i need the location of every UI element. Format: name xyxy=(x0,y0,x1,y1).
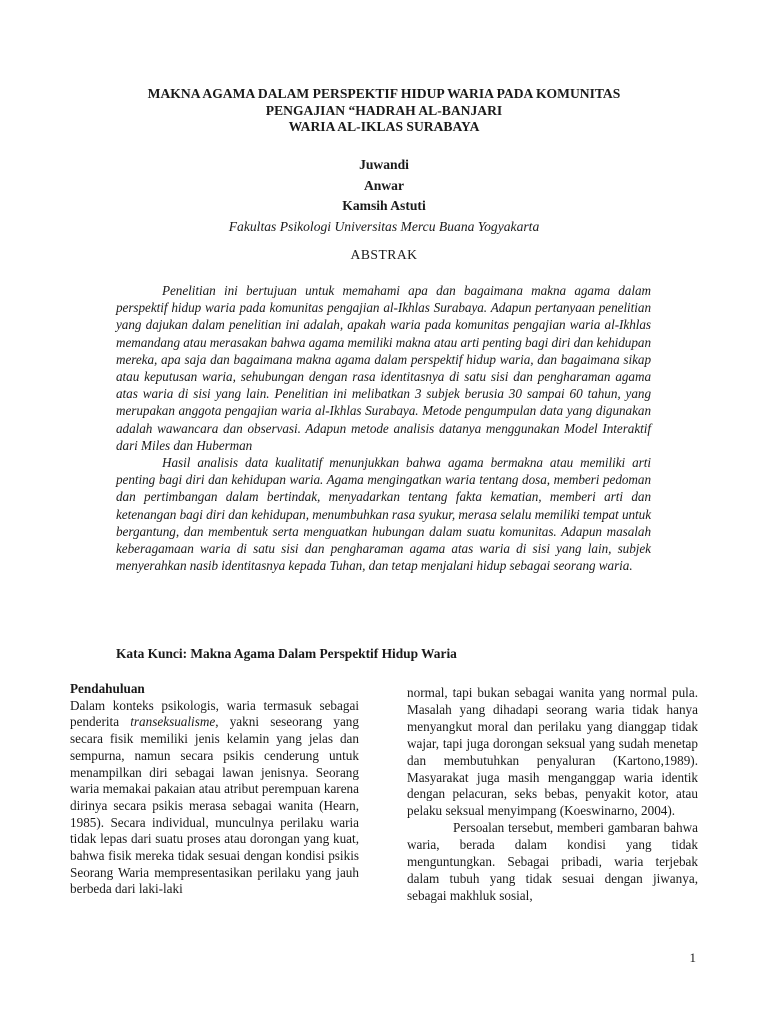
right-column xyxy=(407,685,698,905)
body-paragraph: Persoalan tersebut, memberi gambaran bahwa waria, berada dalam kondisi yang tidak menguntungkan. Sebagai pribadi, waria terjebak dalam tubuh yang tidak sesuai dengan jiwanya, sebagai makhluk sosial, xyxy=(407,820,698,903)
author-block xyxy=(70,155,698,237)
title-line-1: MAKNA AGAMA DALAM PERSPEKTIF HIDUP WARIA PADA KOMUNITAS xyxy=(147,86,621,101)
abstract-paragraph: Hasil analisis data kualitatif menunjukkan bahwa agama bermakna atau memiliki arti penting bagi diri dan kehidupan waria. Agama mengingatkan waria tentang dosa, memberi pedoman dan pertimbangan dalam bertindak, menyadarkan tentang fakta kematian, memberi arti dan ketenangan bagi diri dan kehidupan, menumbuhkan rasa syukur, merasa selalu memiliki tempat untuk bergantung, dan membentuk serta menguatkan hubungan dalam suatu komunitas. Adapun masalah keberagamaan waria di satu sisi dan pengharaman agama atas waria di sisi yang lain, subjek menyerahkan nasib identitasnya kepada Tuhan, dan tetap menjalani hidup sebagai seorang waria. xyxy=(116,455,651,574)
author-name: Juwandi xyxy=(359,157,409,172)
title-line-3: WARIA AL-IKLAS SURABAYA xyxy=(288,119,480,134)
paper-title xyxy=(70,86,698,136)
title-line-2: PENGAJIAN “HADRAH AL-BANJARI xyxy=(265,102,503,118)
abstract-body xyxy=(116,282,651,574)
body-paragraph xyxy=(70,698,359,898)
body-text: Dalam konteks psikologis, waria termasuk sebagai penderita xyxy=(70,697,359,730)
author-name: Kamsih Astuti xyxy=(342,198,426,213)
abstract-paragraph: Penelitian ini bertujuan untuk memahami apa dan bagaimana makna agama dalam perspektif hidup waria pada komunitas pengajian al-Ikhlas Surabaya. Adapun pertanyaan penelitian yang dajukan dalam penelitian ini adalah, apakah waria pada komunitas pengajian waria al-Ikhlas memandang atau merasakan bahwa agama memiliki makna atau arti penting bagi diri dan kehidupan mereka, apa saja dan bagaimana makna agama dalam perspektif hidup waria, dan bagaimana sikap atau keputusan waria, sehubungan dengan rasa identitasnya di satu sisi dan pengharaman agama atas waria di sisi yang lain. Penelitian ini melibatkan 3 subjek berusia 30 sampai 60 tahun, yang merupakan anggota pengajian waria al-Ikhlas Surabaya. Metode pengumpulan data yang digunakan adalah wawancara dan observasi. Adapun metode analisis datanya menggunakan Model Interaktif dari Miles dan Huberman xyxy=(116,283,651,453)
abstract-heading: ABSTRAK xyxy=(350,247,418,262)
italic-term: transeksualisme xyxy=(130,714,216,730)
body-text: , yakni seseorang yang secara fisik memiliki jenis kelamin yang jelas dan sempurna, namun secara psikis cenderung untuk menampilkan diri sebagai lawan jenisnya. Seorang waria memakai pakaian atau atribut perempuan karena dirinya secara psikis merasa sebagai wanita (Hearn, 1985). Secara individual, munculnya perilaku waria tidak lepas dari suatu proses atau dorongan yang kuat, bahwa fisik mereka tidak sesuai dengan kondisi psikis Seorang Waria mempresentasikan perilaku yang jauh berbeda dari laki-laki xyxy=(70,714,359,897)
keywords: Kata Kunci: Makna Agama Dalam Perspektif Hidup Waria xyxy=(116,646,457,661)
section-heading: Pendahuluan xyxy=(70,681,145,696)
page-number: 1 xyxy=(689,950,696,965)
left-column xyxy=(70,681,359,898)
body-paragraph: normal, tapi bukan sebagai wanita yang normal pula. Masalah yang dihadapi seorang waria tidak hanya menyangkut moral dan perilaku yang dianggap tidak wajar, tapi juga dorongan seksual yang sudah menetap dan membutuhkan penyaluran (Kartono,1989). Masyarakat juga masih menganggap waria identik dengan pelacuran, seks bebas, penyakit kotor, atau pelaku seksual menyimpang (Koeswinarno, 2004). xyxy=(407,685,698,819)
author-name: Anwar xyxy=(363,177,405,193)
author-affiliation: Fakultas Psikologi Universitas Mercu Buana Yogyakarta xyxy=(228,218,540,234)
